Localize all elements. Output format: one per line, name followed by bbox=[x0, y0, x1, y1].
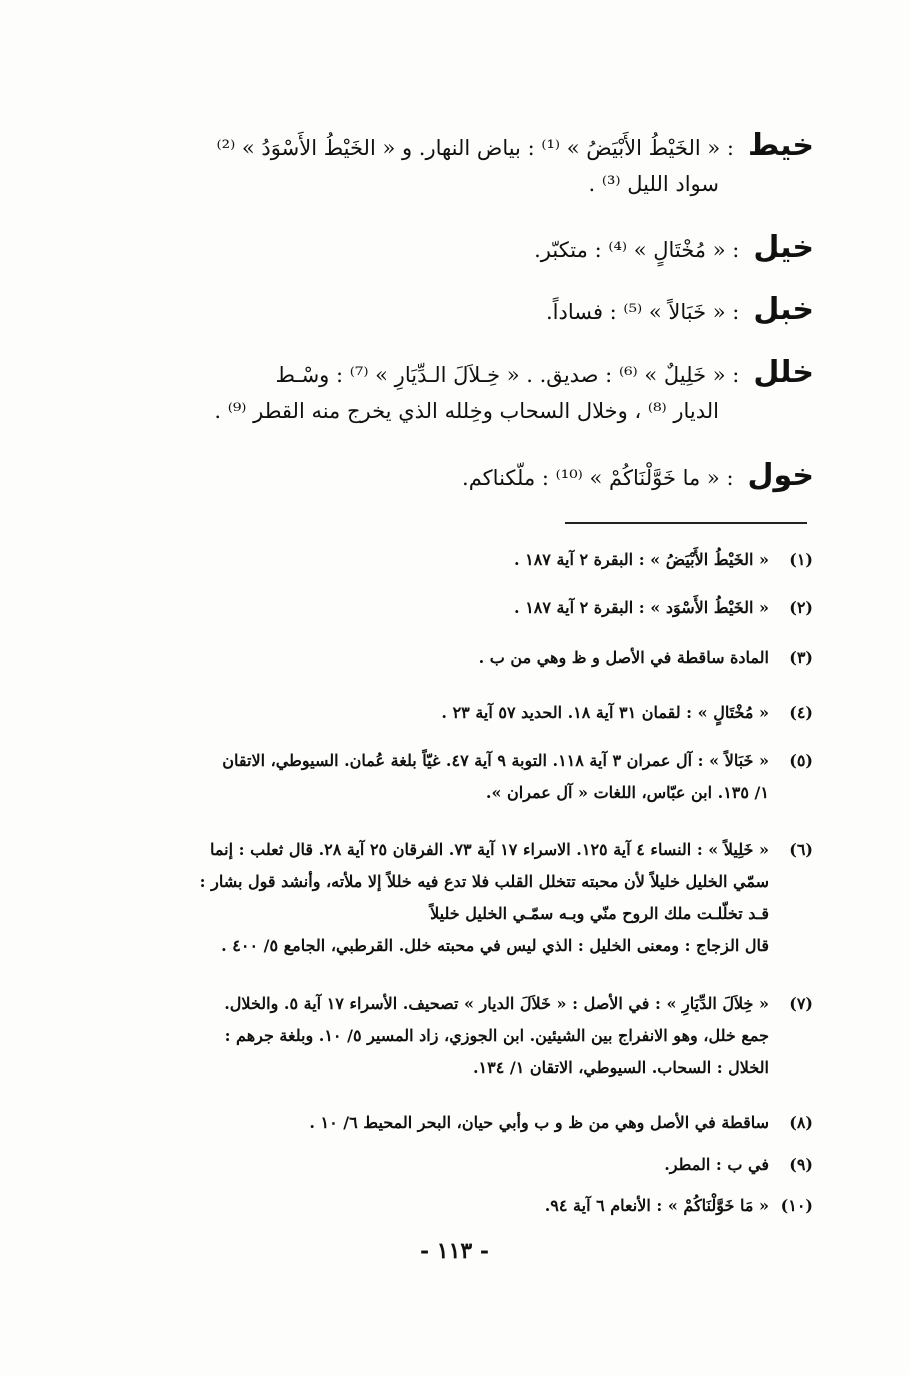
footnote-text-continued: جمع خلل، وهو الانفراج بين الشيئين. ابن الجوزي، زاد المسير ٥/ ١٠. وبلغة جرهم : bbox=[224, 1026, 769, 1045]
footnote-number: (١) bbox=[789, 550, 813, 569]
footnote-9 bbox=[133, 1149, 813, 1181]
entry-text-continued: الديار ⁽⁸⁾ ، وخلال السحاب وخِلله الذي يخرج منه القطر ⁽⁹⁾ . bbox=[214, 399, 719, 423]
entry-headword: خبل bbox=[753, 292, 814, 327]
entry-khawl bbox=[134, 458, 814, 496]
footnote-number: (٧) bbox=[789, 994, 813, 1013]
entry-text: : « ما خَوَّلْنَاكُمْ » ⁽¹⁰⁾ : ملّكناكم. bbox=[462, 466, 734, 490]
footnote-number: (١٠) bbox=[780, 1196, 813, 1215]
footnote-number: (٥) bbox=[789, 751, 813, 770]
entry-text: : « مُخْتَالٍ » ⁽⁴⁾ : متكبّر. bbox=[534, 238, 740, 262]
footnote-number: (٩) bbox=[789, 1155, 813, 1174]
footnote-2 bbox=[133, 592, 813, 624]
entry-headword: خيط bbox=[748, 128, 814, 163]
footnote-3 bbox=[133, 642, 813, 674]
footnote-text-continued: الخلال : السحاب. السيوطي، الاتقان ١/ ١٣٤. bbox=[472, 1058, 769, 1077]
footnote-5 bbox=[133, 745, 813, 809]
entry-text-continued: سواد الليل ⁽³⁾ . bbox=[588, 172, 719, 196]
footnote-number: (٢) bbox=[789, 598, 813, 617]
footnote-8 bbox=[133, 1107, 813, 1139]
footnote-text-continued: ١/ ١٣٥. ابن عبّاس، اللغات « آل عمران ». bbox=[485, 783, 769, 802]
footnote-10 bbox=[133, 1190, 813, 1222]
footnote-number: (٨) bbox=[789, 1113, 813, 1132]
footnote-text: المادة ساقطة في الأصل و ظ وهي من ب . bbox=[478, 648, 769, 667]
footnote-number: (٣) bbox=[789, 648, 813, 667]
footnote-text: « مَا خَوَّلْنَاكُمْ » : الأنعام ٦ آية ٩٤. bbox=[544, 1196, 769, 1215]
footnote-number: (٤) bbox=[789, 703, 813, 722]
footnote-4 bbox=[133, 697, 813, 729]
entry-text: : « خَلِيلٌ » ⁽⁶⁾ : صديق. . « خِـلاَلَ الـدِّيَارِ » ⁽⁷⁾ : وسْـط bbox=[275, 363, 740, 387]
entry-text: : « خَبَالاً » ⁽⁵⁾ : فساداً. bbox=[545, 300, 740, 324]
footnote-text-continued: سمّي الخليل خليلاً لأن محبته تتخلل القلب فلا تدع فيه خللاً إلا ملأته، وأنشد قول بشار : bbox=[199, 872, 769, 891]
footnote-text: في ب : المطر. bbox=[664, 1155, 769, 1174]
footnote-separator bbox=[565, 522, 807, 524]
footnote-text: « خَلِيلاً » : النساء ٤ آية ١٢٥. الاسراء ١٧ آية ٧٣. الفرقان ٢٥ آية ٢٨. قال ثعلب : إنما bbox=[210, 840, 769, 859]
footnote-number: (٦) bbox=[789, 840, 813, 859]
entry-headword: خيل bbox=[753, 230, 814, 265]
footnote-text-continued: قال الزجاج : ومعنى الخليل : الذي ليس في محبته خلل. القرطبي، الجامع ٥/ ٤٠٠ . bbox=[221, 936, 769, 955]
page-number: - ١١٣ - bbox=[419, 1238, 490, 1264]
footnote-text: « الخَيْطُ الأَبْيَضُ » : البقرة ٢ آية ١٨٧ . bbox=[513, 550, 769, 569]
footnote-text: ساقطة في الأصل وهي من ظ و ب وأبي حيان، البحر المحيط ٦/ ١٠ . bbox=[309, 1113, 769, 1132]
footnote-text: « مُخْتَالٍ » : لقمان ٣١ آية ١٨. الحديد ٥٧ آية ٢٣ . bbox=[441, 703, 769, 722]
footnote-text: « خِلاَلَ الدِّيَارِ » : في الأصل : « خَلاَلَ الديار » تصحيف. الأسراء ١٧ آية ٥. والخلال. bbox=[224, 994, 769, 1013]
footnote-text: « الخَيْطُ الأَسْوَد » : البقرة ٢ آية ١٨٧ . bbox=[514, 598, 769, 617]
footnote-7 bbox=[133, 988, 813, 1084]
entry-headword: خلل bbox=[753, 355, 814, 390]
entry-khalal bbox=[94, 355, 814, 429]
entry-khabl bbox=[134, 292, 814, 330]
footnote-text: « خَبَالاً » : آل عمران ٣ آية ١١٨. التوبة ٩ آية ٤٧. غيّاً بلغة عُمان. السيوطي، الاتقان bbox=[222, 751, 769, 770]
entry-khayl bbox=[134, 230, 814, 268]
entry-headword: خول bbox=[747, 458, 814, 493]
footnote-6 bbox=[133, 834, 813, 962]
footnote-1 bbox=[133, 544, 813, 576]
entry-text: : « الخَيْطُ الأَبْيَضُ » ⁽¹⁾ : بياض النهار. و « الخَيْطُ الأَسْوَدُ » ⁽²⁾ bbox=[216, 136, 734, 160]
entry-khayt bbox=[134, 128, 814, 202]
footnote-verse: قـد تخلّلـت ملك الروح منّي وبـه سمّـي الخليل خليلاً bbox=[430, 904, 769, 923]
